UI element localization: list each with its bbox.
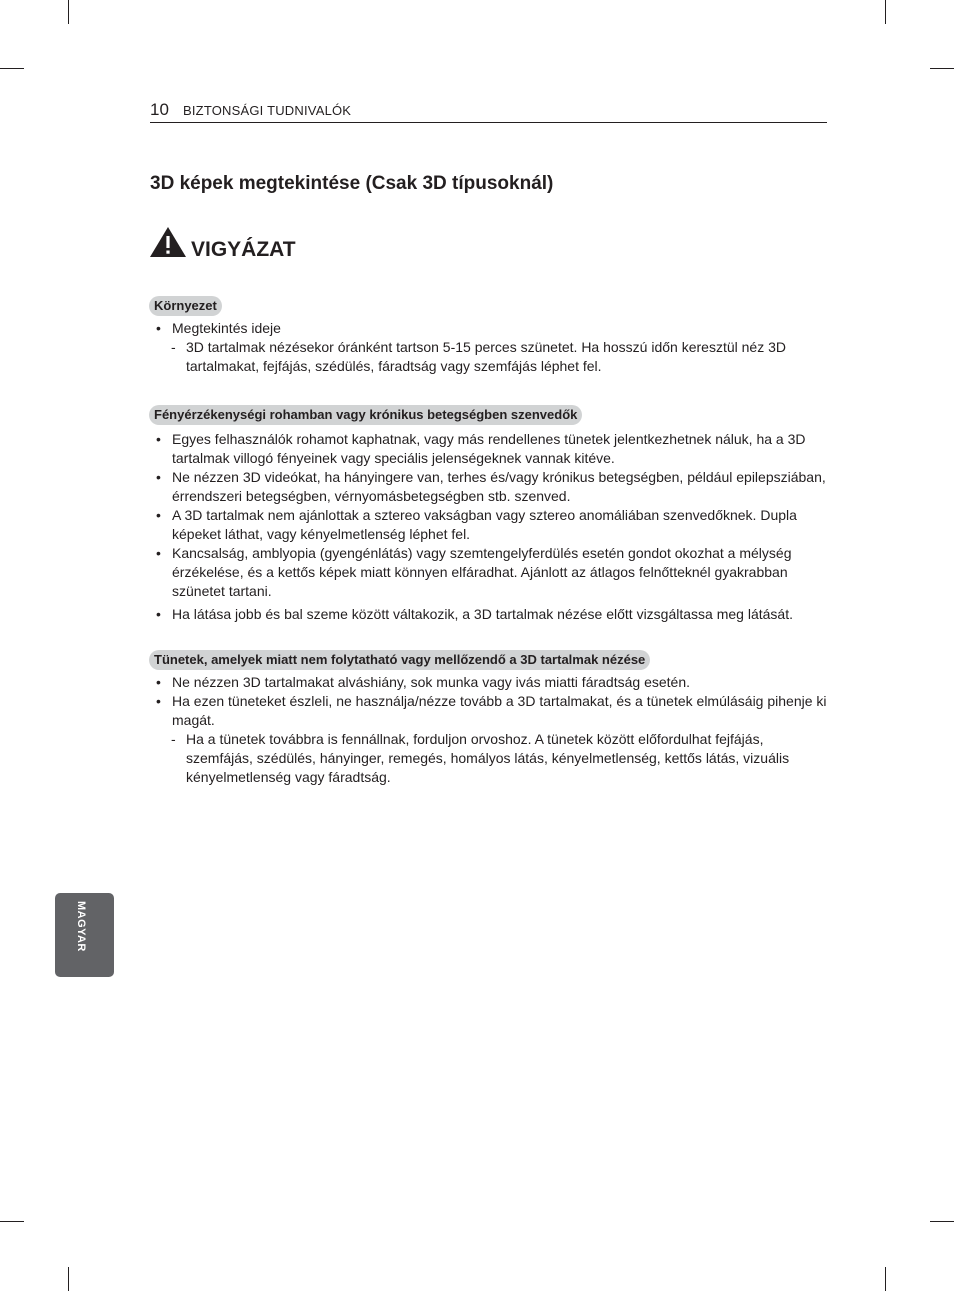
crop-mark	[930, 1221, 954, 1222]
warning-triangle-icon	[149, 226, 187, 258]
crop-mark	[68, 0, 69, 24]
crop-mark	[0, 68, 24, 69]
crop-mark	[0, 1221, 24, 1222]
bullet-dot: •	[156, 320, 161, 336]
bullet-dot: •	[156, 606, 161, 622]
section-list-photosensitivity	[150, 430, 830, 624]
list-item: • A 3D tartalmak nem ajánlottak a sztereo vakságban vagy sztereo anomáliában szenvedőknek. Dupla képeket láthat, vagy kényelmetlenség léphet fel.	[156, 507, 797, 542]
crop-mark	[885, 1267, 886, 1291]
crop-mark	[885, 0, 886, 24]
page-title: 3D képek megtekintése (Csak 3D típusoknál)	[150, 173, 554, 194]
list-item: • Egyes felhasználók rohamot kaphatnak, vagy más rendellenes tünetek jelentkezhetnek náluk, ha a 3D tartalmak villogó fényeinek vagy speciális jelenségeknek vannak kitéve.	[156, 431, 806, 466]
list-item: • Ne nézzen 3D videókat, ha hányingere van, terhes és/vagy krónikus betegségben, például epilepsziában, érrendszeri betegségben, vérnyomásbetegségben stb. szenved.	[156, 469, 826, 504]
section-list-environment	[150, 319, 830, 376]
section-list-symptoms	[150, 673, 830, 787]
section-name: BIZTONSÁGI TUDNIVALÓK	[183, 103, 352, 118]
bullet-dot: •	[156, 431, 161, 447]
page-header	[150, 100, 827, 123]
list-subitem: - Ha a tünetek továbbra is fennállnak, forduljon orvoshoz. A tünetek között előfordulhat fejfájás, szemfájás, szédülés, hányinger, remegés, homályos látás, kényelmetlenség, kettős látás, vizuális kényelmetlenség vagy fáradtság.	[171, 731, 790, 785]
bullet-dot: •	[156, 507, 161, 523]
language-tab-label: MAGYAR	[75, 901, 87, 952]
list-item: • Ha ezen tüneteket észleli, ne használja/nézze tovább a 3D tartalmakat, és a tünetek elmúlásáig pihenje ki magát.	[156, 693, 827, 728]
page-number: 10	[150, 100, 169, 119]
dash-marker: -	[171, 339, 176, 355]
section-heading-photosensitivity: Fényérzékenységi rohamban vagy krónikus betegségben szenvedők	[149, 405, 582, 425]
crop-mark	[68, 1267, 69, 1291]
caution-label: VIGYÁZAT	[191, 238, 296, 261]
list-subitem: - 3D tartalmak nézésekor óránként tartson 5-15 perces szünetet. Ha hosszú időn keresztül néz 3D tartalmakat, fejfájás, szédülés, fáradtság vagy szemfájás léphet fel.	[171, 339, 786, 374]
section-heading-symptoms: Tünetek, amelyek miatt nem folytatható vagy mellőzendő a 3D tartalmak nézése	[149, 650, 650, 670]
bullet-dot: •	[156, 545, 161, 561]
list-item: • Megtekintés ideje	[156, 320, 281, 336]
crop-mark	[930, 68, 954, 69]
list-item: • Ne nézzen 3D tartalmakat alváshiány, sok munka vagy ivás miatti fáradtság esetén.	[156, 674, 690, 690]
list-item: • Ha látása jobb és bal szeme között váltakozik, a 3D tartalmak nézése előtt vizsgáltassa meg látását.	[156, 606, 793, 622]
bullet-dot: •	[156, 693, 161, 709]
bullet-dot: •	[156, 674, 161, 690]
dash-marker: -	[171, 731, 176, 747]
bullet-dot: •	[156, 469, 161, 485]
list-item: • Kancsalság, amblyopia (gyengénlátás) vagy szemtengelyferdülés esetén gondot okozhat a mélység érzékelése, és a kettős képek miatt könnyen elfáradhat. Ajánlott az átlagos felnőtteknél gyakrabban szünetet tartani.	[156, 545, 792, 599]
section-heading-environment: Környezet	[149, 296, 222, 316]
